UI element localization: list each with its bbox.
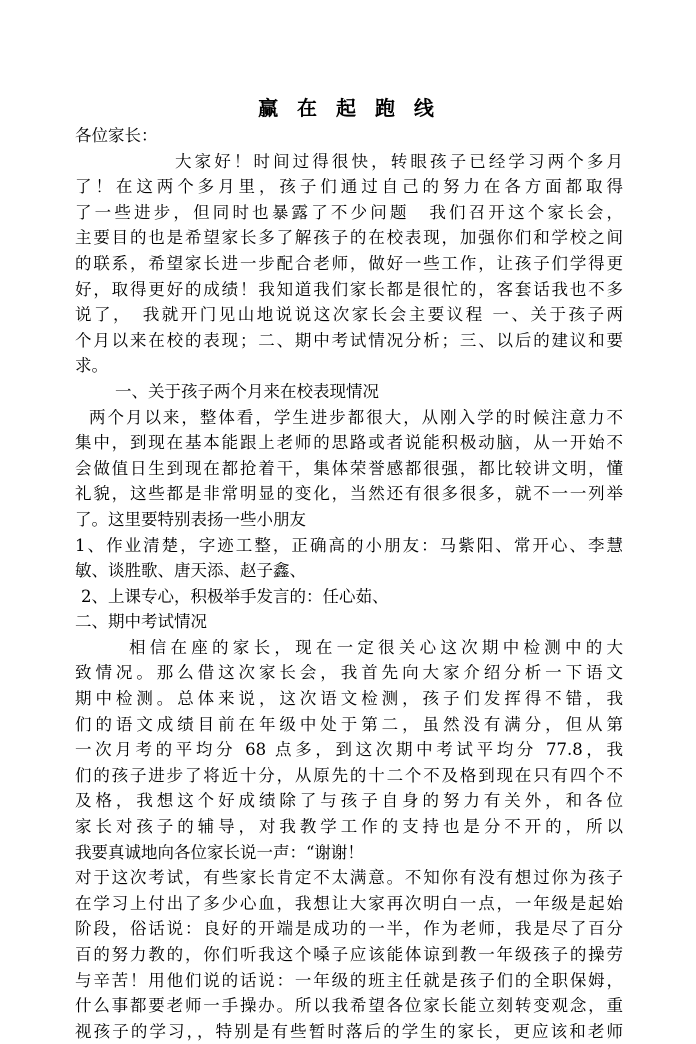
text-line: 致情况。那么借这次家长会，我首先向大家介绍分析一下语文 [75, 663, 623, 683]
text-line: 两个月以来，整体看，学生进步都很大，从刚入学的时候注意力不 [89, 407, 623, 427]
text-line: 各位家长： [75, 126, 158, 145]
text-line: 家长对孩子的辅导，对我教学工作的支持也是分不开的，所以 [75, 817, 623, 837]
text-line: 1、作业清楚，字迹工整，正确高的小朋友：马紫阳、常开心、李慧 [75, 535, 623, 555]
text-line: 主要目的也是希望家长多了解孩子的在校表现，加强你们和学校之间 [75, 228, 623, 248]
text-line: 相信在座的家长，现在一定很关心这次期中检测中的大 [129, 637, 623, 657]
text-line: 与辛苦！用他们说的话说：一年级的班主任就是孩子们的全职保姆， [75, 970, 623, 990]
text-line: 好，取得更好的成绩！我知道我们家长都是很忙的，客套话我也不多 [75, 279, 623, 299]
text-line: 敏、谈胜歌、唐天添、赵子鑫、 [75, 561, 306, 581]
text-line: 礼貌，这些都是非常明显的变化，当然还有很多很多，就不一一列举 [75, 484, 623, 504]
text-line: 大家好！时间过得很快，转眼孩子已经学习两个多月 [175, 151, 623, 171]
text-line: 了！在这两个多月里，孩子们通过自己的努力在各方面都取得 [75, 177, 623, 197]
text-line: 阶段，俗话说：良好的开端是成功的一半，作为老师，我是尽了百分 [75, 919, 623, 939]
text-line: 们的语文成绩目前在年级中处于第二，虽然没有满分，但从第 [75, 714, 623, 734]
text-line: 了一些进步，但同时也暴露了不少问题 我们召开这个家长会， [75, 202, 623, 222]
text-line: 期中检测。总体来说，这次语文检测，孩子们发挥得不错，我 [75, 689, 623, 709]
text-line: 二、期中考试情况 [75, 612, 207, 632]
text-line: 会做值日生到现在都抢着干，集体荣誉感都很强，都比较讲文明，懂 [75, 458, 623, 478]
document-body [75, 123, 623, 1044]
text-line: 说了， 我就开门见山地说说这次家长会主要议程 一、关于孩子两 [75, 305, 623, 325]
text-line: 的联系，希望家长进一步配合老师，做好一些工作，让孩子们学得更 [75, 253, 623, 273]
document-title: 赢 在 起 跑 线 [258, 96, 440, 120]
text-line: 什么事都要老师一手操办。所以我希望各位家长能立刻转变观念，重 [75, 996, 623, 1016]
text-line: 及格，我想这个好成绩除了与孩子自身的努力有关外，和各位 [75, 791, 623, 811]
document-page [75, 96, 623, 1044]
text-line: 视孩子的学习，，特别是有些暂时落后的学生的家长，更应该和老师 [75, 1021, 623, 1041]
text-line: 了。这里要特别表扬一些小朋友 [75, 509, 306, 529]
text-line: 2、上课专心，积极举手发言的：任心茹、 [81, 586, 389, 606]
text-line: 在学习上付出了多少心血，我想让大家再次明白一点，一年级是起始 [75, 893, 623, 913]
text-line: 一、关于孩子两个月来在校表现情况 [115, 381, 379, 401]
text-line: 集中，到现在基本能跟上老师的思路或者说能积极动脑，从一开始不 [75, 433, 623, 453]
text-line: 一次月考的平均分 68 点多，到这次期中考试平均分 77.8，我 [75, 740, 623, 760]
text-line: 我要真诚地向各位家长说一声：“谢谢！ [75, 842, 364, 862]
text-line: 百的努力教的，你们听我这个嗓子应该能体谅到教一年级孩子的操劳 [75, 945, 623, 964]
text-line: 们的孩子进步了将近十分，从原先的十二个不及格到现在只有四个不 [75, 765, 623, 785]
text-line: 个月以来在校的表现；二、期中考试情况分析；三、以后的建议和要 [75, 330, 623, 350]
text-line: 对于这次考试，有些家长肯定不太满意。不知你有没有想过你为孩子 [75, 868, 623, 888]
text-line: 求。 [75, 356, 108, 376]
